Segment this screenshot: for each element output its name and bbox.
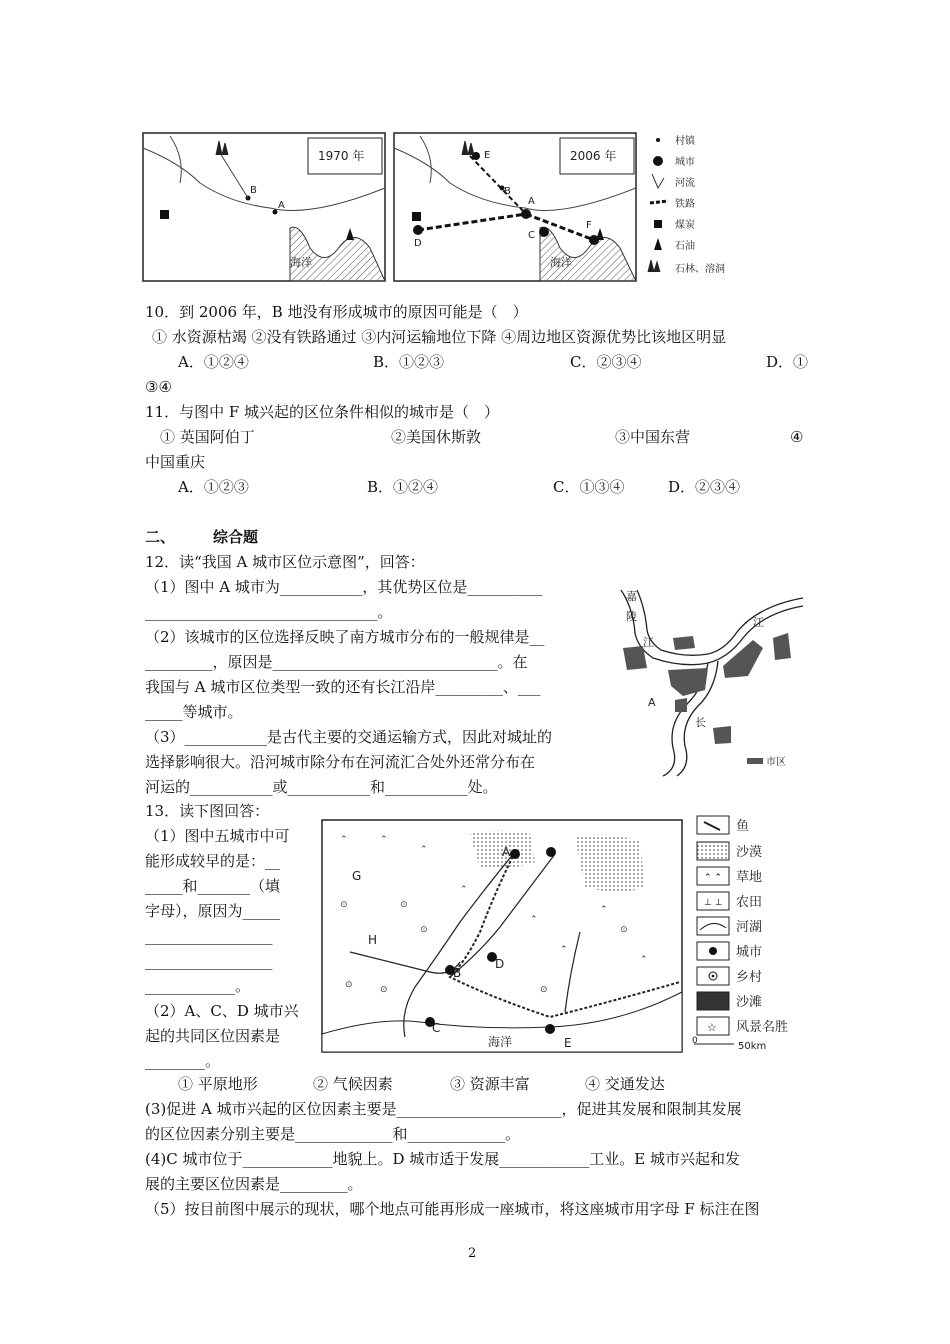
q11-opt2: ②美国休斯敦 — [391, 428, 482, 446]
legend-river: 河流 — [675, 178, 695, 189]
q12-river-char-1: 嘉 — [626, 590, 637, 603]
svg-text:⌃: ⌃ — [640, 955, 648, 965]
svg-text:⌃: ⌃ — [530, 915, 538, 925]
map-1970 — [143, 133, 385, 281]
q13-point-a: A — [502, 845, 511, 859]
q10-stem: 10．到 2006 年，B 地没有形成城市的原因可能是（ ） — [145, 303, 528, 321]
svg-text:⊙: ⊙ — [400, 900, 408, 910]
q13-p4-line1: (4)C 城市位于____________地貌上。D 城市适于发展____________工业。E 城市兴起和发 — [145, 1150, 741, 1168]
legend-coal: 煤炭 — [675, 220, 695, 231]
q13-p1-line7: ____________。 — [145, 977, 251, 995]
q13-opt2: ② 气候因素 — [313, 1075, 393, 1093]
q13-p1-line3: _____和_______（填 — [145, 877, 281, 895]
figure-1970-2006-maps — [140, 128, 740, 284]
q12-legend-urban: 市区 — [766, 757, 786, 768]
svg-text:⊥ ⊥: ⊥ ⊥ — [704, 898, 723, 908]
svg-text:⌃ ⌃: ⌃ ⌃ — [704, 873, 722, 883]
q13-legend-river-lake: 河湖 — [736, 920, 763, 935]
q13-legend-scenic: 风景名胜 — [736, 1020, 789, 1035]
q10-choice-c[interactable]: C．②③④ — [570, 353, 642, 371]
q13-point-b: B — [453, 966, 462, 980]
q13-opt4: ④ 交通发达 — [585, 1075, 665, 1093]
q13-sea-label: 海洋 — [488, 1035, 513, 1049]
legend-city: 城市 — [675, 157, 695, 168]
q11-choice-a[interactable]: A．①②③ — [178, 478, 249, 496]
q12-p1-line2: _______________________________。 — [145, 603, 393, 621]
legend-oil: 石油 — [675, 241, 695, 252]
svg-text:⊙: ⊙ — [420, 925, 428, 935]
svg-text:☆: ☆ — [707, 1021, 717, 1034]
q13-p4-line2: 展的主要区位因素是_________。 — [145, 1175, 363, 1193]
q12-river-char-4: 江 — [753, 616, 764, 629]
map2006-point-a: A — [528, 196, 535, 207]
map2006-point-f: F — [586, 220, 592, 231]
q11-choice-c[interactable]: C．①③④ — [553, 478, 625, 496]
map-2006 — [394, 133, 636, 281]
q12-p3-line3: 河运的___________或___________和___________处。 — [145, 778, 498, 796]
q13-legend-city: 城市 — [736, 945, 763, 960]
legend-railway: 铁路 — [675, 199, 695, 210]
svg-text:⊙: ⊙ — [340, 900, 348, 910]
page-number: 2 — [468, 1246, 477, 1261]
q13-point-c: C — [432, 1021, 441, 1035]
q13-scale-label: 50km — [738, 1041, 767, 1052]
q10-choice-a[interactable]: A．①②④ — [178, 353, 249, 371]
map2006-label: 2006 年 — [570, 149, 617, 163]
svg-text:⌃: ⌃ — [420, 845, 428, 855]
q13-point-d: D — [495, 957, 505, 971]
map1970-sea-label: 海洋 — [290, 256, 312, 269]
q13-point-e: E — [564, 1036, 572, 1050]
map2006-sea-label: 海洋 — [550, 256, 572, 269]
q13-p3-line1: (3)促进 A 城市兴起的区位因素主要是______________________，促进其发展和限制其发展 — [145, 1100, 742, 1118]
svg-text:⌃: ⌃ — [340, 835, 348, 845]
q10-choice-d-cont: ③④ — [145, 378, 172, 396]
map2006-point-b: B — [504, 186, 511, 197]
q10-choice-d[interactable]: D．① — [766, 353, 809, 371]
q11-choice-d[interactable]: D．②③④ — [668, 478, 741, 496]
q12-p2-line4: _____等城市。 — [145, 703, 243, 721]
q13-p2-line1: （2）A、C、D 城市兴 — [145, 1002, 299, 1020]
svg-text:⌃: ⌃ — [460, 885, 468, 895]
map2006-point-d: D — [414, 238, 422, 249]
figure-top-legend — [648, 134, 725, 275]
q13-scale-zero: 0 — [692, 1036, 698, 1046]
q12-p2-line2: _________，原因是______________________________。在 — [145, 653, 528, 671]
svg-text:⌃: ⌃ — [600, 905, 608, 915]
svg-text:⊙: ⊙ — [345, 980, 353, 990]
map1970-point-b: B — [250, 185, 257, 196]
q11-opt1: ① 英国阿伯丁 — [160, 428, 255, 446]
q13-p1-line5: _________________ — [145, 927, 273, 945]
q12-p3-line2: 选择影响很大。沿河城市除分布在河流汇合处外还常分布在 — [145, 753, 536, 771]
q12-river-char-3: 江 — [643, 636, 654, 649]
q13-opt1: ① 平原地形 — [178, 1075, 258, 1093]
q13-p1-line1: （1）图中五城市中可 — [145, 827, 290, 845]
section2-title: 综合题 — [213, 528, 259, 546]
q12-p1-line1: （1）图中 A 城市为___________，其优势区位是__________ — [145, 578, 543, 596]
q13-p2-line3: ________。 — [145, 1052, 221, 1070]
map1970-label: 1970 年 — [318, 149, 365, 163]
legend-karst: 石林、溶洞 — [675, 264, 725, 275]
svg-text:⊙: ⊙ — [380, 985, 388, 995]
q12-stem: 12．读“我国 A 城市区位示意图”，回答： — [145, 553, 425, 571]
q13-legend — [697, 816, 788, 1035]
map2006-point-c: C — [528, 230, 535, 241]
q12-p2-line1: （2）该城市的区位选择反映了南方城市分布的一般规律是__ — [145, 628, 545, 646]
q12-p2-line3: 我国与 A 城市区位类型一致的还有长江沿岸_________、___ — [145, 678, 541, 696]
q11-stem: 11．与图中 F 城兴起的区位条件相似的城市是（ ） — [145, 403, 500, 421]
svg-text:⌃: ⌃ — [380, 835, 388, 845]
map1970-point-a: A — [278, 200, 285, 211]
q13-p2-line2: 起的共同区位因素是 — [145, 1027, 281, 1045]
q12-city-location-map — [613, 578, 813, 778]
svg-text:⊙: ⊙ — [620, 925, 628, 935]
legend-village: 村镇 — [675, 136, 695, 147]
q13-point-g: G — [352, 869, 362, 883]
q13-legend-village: 乡村 — [736, 970, 763, 985]
q13-regional-map — [320, 812, 820, 1057]
q13-p1-line4: 字母），原因为_____ — [145, 902, 281, 920]
svg-text:⊙: ⊙ — [540, 985, 548, 995]
q13-legend-desert: 沙漠 — [736, 845, 763, 860]
q13-p3-line2: 的区位因素分别主要是_____________和_____________。 — [145, 1125, 521, 1143]
q11-choice-b[interactable]: B．①②④ — [367, 478, 439, 496]
q12-river-char-5: 长 — [695, 716, 706, 729]
map2006-point-e: E — [484, 150, 491, 161]
q12-point-a: A — [648, 696, 656, 709]
q12-p3-line1: （3）___________是古代主要的交通运输方式，因此对城址的 — [145, 728, 553, 746]
q13-p1-line6: _________________ — [145, 952, 273, 970]
q10-choice-b[interactable]: B．①②③ — [373, 353, 445, 371]
q13-opt3: ③ 资源丰富 — [450, 1075, 530, 1093]
svg-text:⌃: ⌃ — [560, 945, 568, 955]
q10-options-line: ① 水资源枯竭 ②没有铁路通过 ③内河运输地位下降 ④周边地区资源优势比该地区明显 — [152, 328, 727, 346]
q13-legend-fish: 鱼 — [736, 819, 750, 834]
q11-opt3: ③中国东营 — [615, 428, 691, 446]
q13-legend-farmland: 农田 — [736, 895, 763, 910]
q13-stem: 13．读下图回答： — [145, 802, 270, 820]
section2-number: 二、 — [145, 528, 176, 546]
q13-legend-beach: 沙滩 — [736, 995, 763, 1010]
q11-opt4-cont: 中国重庆 — [145, 453, 206, 471]
q13-legend-grassland: 草地 — [736, 870, 763, 885]
q13-p5-line1: （5）按目前图中展示的现状，哪个地点可能再形成一座城市，将这座城市用字母 F 标注在图 — [145, 1200, 760, 1218]
q13-point-h: H — [368, 933, 378, 947]
q12-river-char-2: 陵 — [626, 610, 637, 623]
q13-p1-line2: 能形成较早的是：__ — [145, 852, 281, 870]
q11-opt4: ④ — [790, 428, 804, 446]
